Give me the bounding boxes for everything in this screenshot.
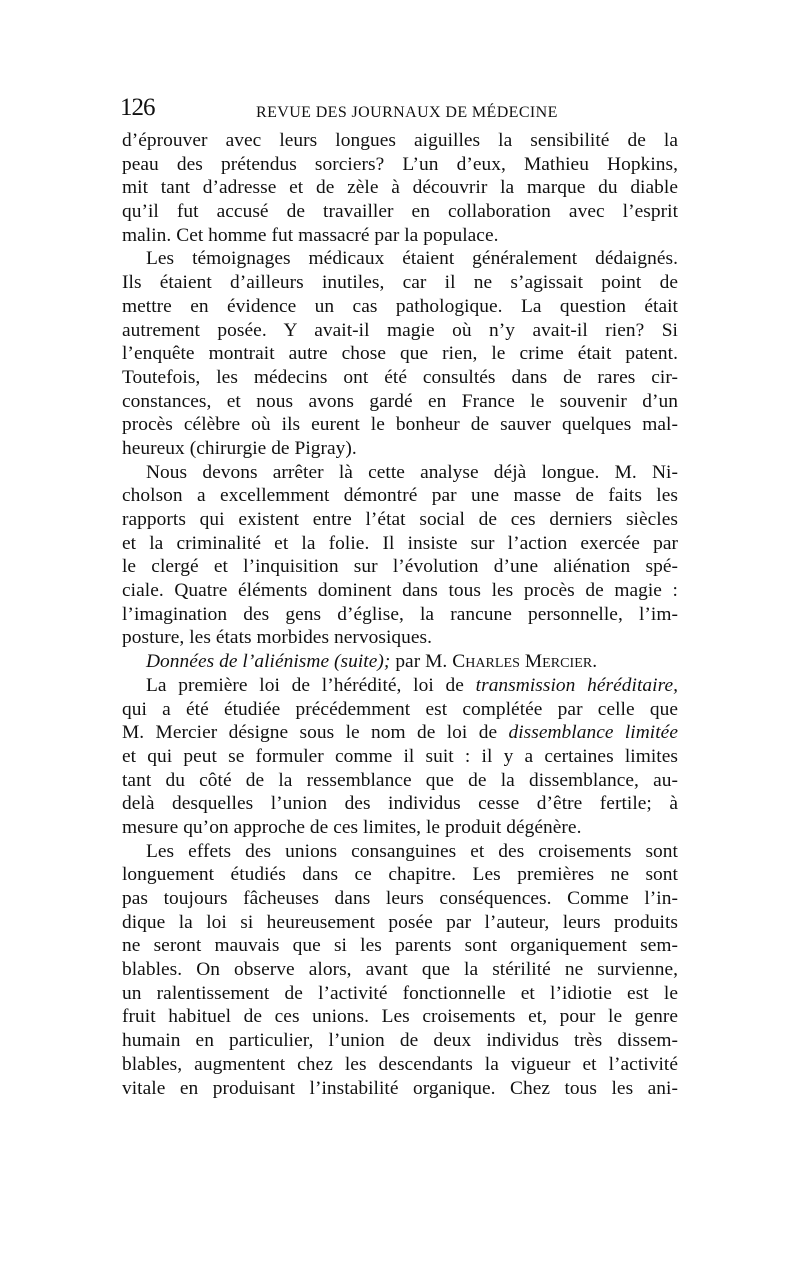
text-line: qu’il fut accusé de travailler en collaboration avec l’esprit (122, 201, 678, 223)
text-line: malin. Cet homme fut massacré par la populace. (122, 224, 499, 246)
text-line: Les effets des unions consanguines et des croisements sont (146, 840, 678, 862)
text-line: pas toujours fâcheuses dans leurs conséquences. Comme l’in- (122, 888, 678, 909)
text-line (122, 674, 678, 698)
text-line: heureux (chirurgie de Pigray). (122, 437, 357, 459)
text-line: et la criminalité et la folie. Il insiste sur l’action exercée par (122, 532, 678, 554)
text-line: Les témoignages médicaux étaient généralement dédaignés. (146, 248, 678, 270)
text-line: mit tant d’adresse et de zèle à découvrir la marque du diable (122, 177, 678, 199)
text-line: l’enquête montrait autre chose que rien, le crime était patent. (122, 343, 678, 365)
text-line: vitale en produisant l’instabilité organique. Chez tous les ani- (122, 1077, 678, 1099)
section-title: Données de l’aliénisme (suite); (146, 651, 391, 673)
text-line: procès célèbre où ils eurent le bonheur de sauver quelques mal- (122, 414, 678, 436)
text-line: blables. On observe alors, avant que la stérilité ne survienne, (122, 959, 678, 981)
text-line: dique la loi si heureusement posée par l’auteur, leurs produits (122, 911, 678, 933)
text-line: et qui peut se formuler comme il suit : il y a certaines limites (122, 745, 678, 767)
text-line: fruit habituel de ces unions. Les croisements et, pour le genre (122, 1006, 678, 1028)
text-line: Nous devons arrêter là cette analyse déjà longue. M. Ni- (146, 461, 678, 483)
text-line: longuement étudiés dans ce chapitre. Les premières ne sont (122, 864, 678, 886)
text-line: Toutefois, les médecins ont été consultés dans de rares cir- (122, 366, 678, 388)
section-author-name: Charles Mercier. (452, 651, 598, 673)
text-line: humain en particulier, l’union de deux individus très dissem- (122, 1030, 678, 1052)
body-text (122, 129, 678, 1100)
section-author-prefix: par M. (395, 651, 448, 673)
text-line: constances, et nous avons gardé en France le souvenir d’un (122, 390, 678, 412)
text-line (122, 721, 678, 745)
text-fragment: La première loi de l’hérédité, loi de (146, 674, 476, 696)
text-line: d’éprouver avec leurs longues aiguilles la sensibilité de la (122, 130, 678, 151)
text-line: posture, les états morbides nervosiques. (122, 627, 433, 649)
text-line: rapports qui existent entre l’état social de ces derniers siècles (122, 509, 678, 530)
text-line: tant du côté de la ressemblance que de la dissemblance, au- (122, 769, 678, 791)
text-line: mettre en évidence un cas pathologique. La question était (122, 295, 678, 317)
section-heading (122, 650, 678, 674)
text-line: ciale. Quatre éléments dominent dans tous les procès de magie : (122, 580, 678, 602)
text-line: ne seront mauvais que si les parents sont organiquement sem- (122, 935, 678, 957)
text-line: le clergé et l’inquisition sur l’évolution d’une aliénation spé- (122, 556, 678, 578)
italic-term: dissemblance limitée (508, 722, 678, 744)
text-fragment: M. Mercier désigne sous le nom de loi de (122, 722, 509, 744)
text-line: l’imagination des gens d’église, la rancune personnelle, l’im- (122, 603, 678, 625)
text-line: peau des prétendus sorciers? L’un d’eux, Mathieu Hopkins, (122, 153, 678, 175)
text-line: mesure qu’on approche de ces limites, le produit dégénère. (122, 816, 582, 838)
running-title: REVUE DES JOURNAUX DE MÉDECINE (256, 104, 558, 121)
text-line: cholson a excellemment démontré par une masse de faits les (122, 485, 678, 507)
text-line: delà desquelles l’union des individus cesse d’être fertile; à (122, 793, 678, 815)
text-line: autrement posée. Y avait-il magie où n’y avait-il rien? Si (122, 319, 678, 341)
italic-term: transmission héréditaire, (475, 674, 678, 696)
page-header (120, 94, 680, 130)
text-line: qui a été étudiée précédemment est complétée par celle que (122, 698, 678, 720)
text-line: blables, augmentent chez les descendants la vigueur et l’activité (122, 1053, 678, 1075)
page-number: 126 (120, 94, 155, 121)
text-line: Ils étaient d’ailleurs inutiles, car il ne s’agissait point de (122, 272, 678, 294)
text-line: un ralentissement de l’activité fonctionnelle et l’idiotie est le (122, 982, 678, 1004)
